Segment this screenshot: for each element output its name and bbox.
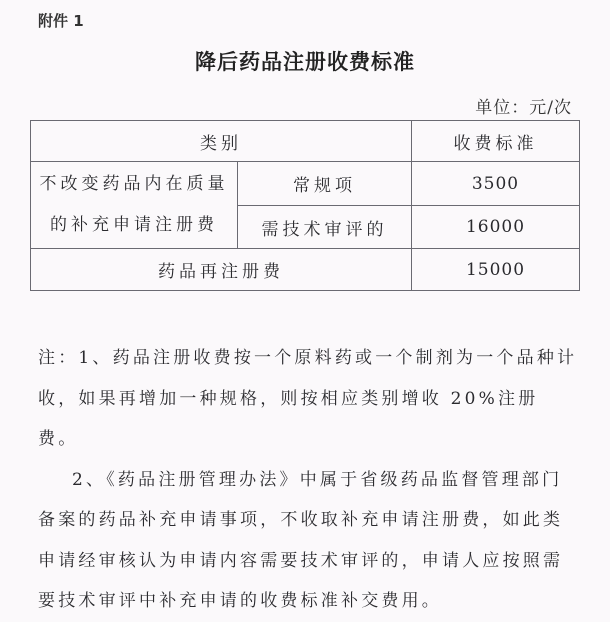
table-row	[31, 162, 580, 206]
unit-label: 单位：元/次	[475, 98, 572, 118]
subcategory-cell: 需技术审评的	[238, 206, 412, 249]
subcategory-cell: 常规项	[238, 162, 412, 206]
category-line-1: 不改变药品内在质量	[39, 174, 229, 194]
note-2: 2、《药品注册管理办法》中属于省级药品监督管理部门备案的药品补充申请事项，不收取补充申请注册费，如此类申请经审核认为申请内容需要技术审评的，申请人应按照需要技术审评中补充申请的收费标准补交费用。	[38, 469, 564, 611]
page-title: 降后药品注册收费标准	[195, 50, 415, 74]
notes-section	[38, 338, 578, 622]
column-header-category: 类别	[31, 121, 412, 162]
category-cell	[31, 162, 238, 249]
table-header-row	[31, 121, 580, 162]
fee-cell: 15000	[412, 249, 580, 291]
attachment-label: 附件 1	[38, 12, 84, 30]
column-header-fee: 收费标准	[412, 121, 580, 162]
fee-cell: 3500	[412, 162, 580, 206]
note-1: 注：1、药品注册收费按一个原料药或一个制剂为一个品种计收，如果再增加一种规格，则按相应类别增收 20%注册费。	[38, 348, 578, 449]
category-line-2: 的补充申请注册费	[50, 215, 218, 235]
fee-cell: 16000	[412, 206, 580, 249]
fee-table	[30, 120, 580, 291]
category-cell: 药品再注册费	[31, 249, 412, 291]
table-row	[31, 249, 580, 291]
